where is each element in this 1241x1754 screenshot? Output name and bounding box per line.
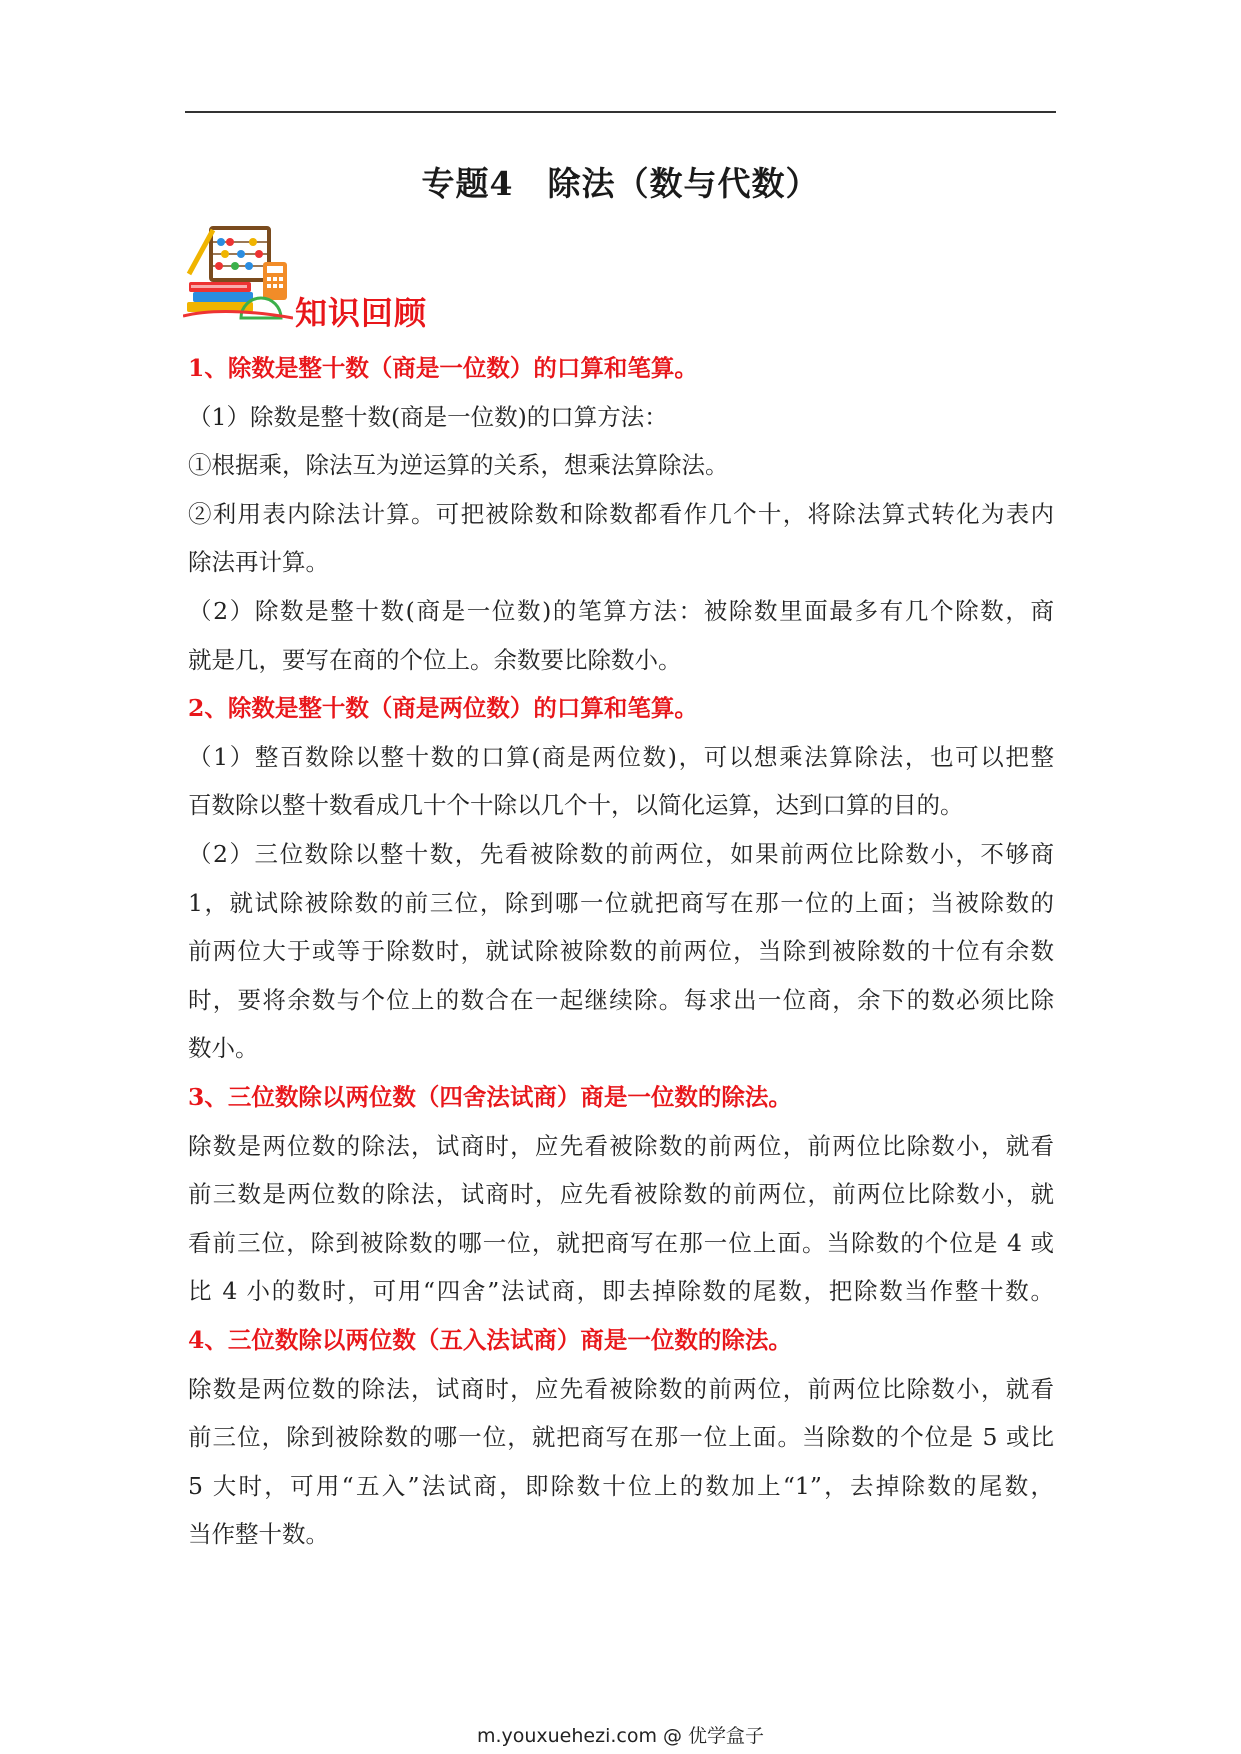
banner-title: 知识回顾 [295, 294, 428, 332]
paragraph-line: 除数是两位数的除法，试商时，应先看被除数的前两位，前两位比除数小，就看 [188, 1374, 1054, 1403]
paragraph-line: （2）三位数除以整十数，先看被除数的前两位，如果前两位比除数小，不够商 [188, 840, 1054, 868]
paragraph-line: 数小。 [188, 1034, 259, 1063]
paragraph-line: （2）除数是整十数(商是一位数)的笔算方法：被除数里面最多有几个除数，商 [188, 597, 1054, 625]
header-rule [185, 111, 1056, 113]
paragraph-line: 当作整十数。 [188, 1520, 329, 1549]
paragraph-line: 前三位，除到被除数的哪一位，就把商写在那一位上面。当除数的个位是 5 或比 [188, 1423, 1054, 1452]
paragraph-line: 1，就试除被除数的前三位，除到哪一位就把商写在那一位的上面；当被除数的 [188, 888, 1054, 917]
page-title: 专题4 除法（数与代数） [421, 164, 820, 203]
paragraph-line: 百数除以整十数看成几十个十除以几个十，以简化运算，达到口算的目的。 [188, 791, 964, 820]
paragraph-line: 时，要将余数与个位上的数合在一起继续除。每求出一位商，余下的数必须比除 [188, 985, 1054, 1014]
paragraph-line: ②利用表内除法计算。可把被除数和除数都看作几个十，将除法算式转化为表内 [188, 499, 1054, 528]
paragraph-line: 除法再计算。 [188, 548, 329, 577]
section-heading: 3、三位数除以两位数（四舍法试商）商是一位数的除法。 [188, 1083, 792, 1111]
paragraph-line: （1）整百数除以整十数的口算(商是两位数)，可以想乘法算除法，也可以把整 [188, 742, 1054, 771]
section-heading: 4、三位数除以两位数（五入法试商）商是一位数的除法。 [188, 1326, 792, 1354]
paragraph-line: （1）除数是整十数(商是一位数)的口算方法： [188, 402, 668, 431]
paragraph-line: 前两位大于或等于除数时，就试除被除数的前两位，当除到被除数的十位有余数 [188, 937, 1054, 966]
paragraph-line: 除数是两位数的除法，试商时，应先看被除数的前两位，前两位比除数小，就看 [188, 1131, 1054, 1160]
paragraph-line: 就是几，要写在商的个位上。余数要比除数小。 [188, 645, 682, 674]
section-heading: 1、除数是整十数（商是一位数）的口算和笔算。 [188, 354, 698, 382]
paragraph-line: 前三数是两位数的除法，试商时，应先看被除数的前两位，前两位比除数小，就 [188, 1180, 1054, 1209]
paragraph-line: ①根据乘，除法互为逆运算的关系，想乘法算除法。 [188, 451, 729, 480]
section-heading: 2、除数是整十数（商是两位数）的口算和笔算。 [188, 694, 698, 723]
footer-watermark: m.youxuehezi.com @ 优学盒子 [476, 1725, 765, 1747]
abacus-books-icon [183, 222, 293, 322]
paragraph-line: 看前三位，除到被除数的哪一位，就把商写在那一位上面。当除数的个位是 4 或 [188, 1228, 1054, 1257]
paragraph-line: 5 大时，可用“五入”法试商，即除数十位上的数加上“1”，去掉除数的尾数， [188, 1471, 1054, 1500]
paragraph-line: 比 4 小的数时，可用“四舍”法试商，即去掉除数的尾数，把除数当作整十数。 [188, 1277, 1054, 1306]
section-banner [183, 222, 503, 332]
